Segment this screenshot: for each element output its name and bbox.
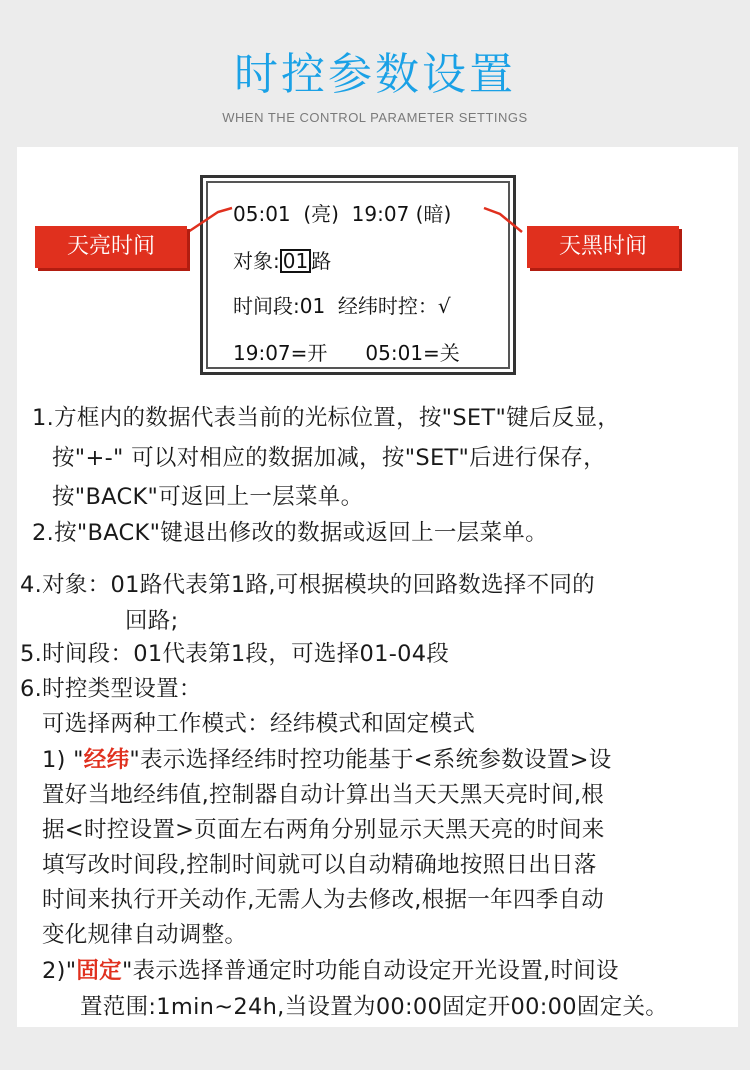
mode-fixed-desc: "表示选择普通定时功能自动设定开光设置,时间设 [121, 958, 619, 984]
mode-latlong-line-3: 据<时控设置>页面左右两角分别显示天黑天亮的时间来 [42, 817, 605, 843]
page-subtitle: WHEN THE CONTROL PARAMETER SETTINGS [222, 110, 528, 125]
note-2: 2.按"BACK"键退出修改的数据或返回上一层菜单。 [32, 520, 548, 546]
mode-fixed-prefix: 2)" [42, 958, 77, 984]
left-callout-line [188, 208, 232, 232]
mode-latlong-keyword: 经纬 [83, 747, 130, 773]
mode-fixed-line-1 [42, 953, 619, 985]
lcd-line-times: 05:01 (亮) 19:07 (暗) [233, 202, 452, 226]
lcd-object-label: 对象: [233, 249, 280, 273]
mode-latlong-line-1 [42, 742, 612, 774]
mode-latlong-desc: "表示选择经纬时控功能基于<系统参数设置>设 [129, 747, 612, 773]
lcd-object-suffix: 路 [311, 249, 332, 273]
mode-latlong-line-5: 时间来执行开关动作,无需人为去修改,根据一年四季自动 [42, 887, 605, 913]
mode-fixed-line-2: 置范围:1min~24h,当设置为00:00固定开00:00固定关。 [80, 994, 669, 1020]
callout-nightfall-time: 天黑时间 [527, 226, 679, 268]
note-1-line-1: 1.方框内的数据代表当前的光标位置，按"SET"键后反显， [32, 405, 621, 431]
lcd-on-time: 19:07=开 [233, 341, 328, 365]
callout-daybreak-time: 天亮时间 [35, 226, 187, 268]
mode-latlong-line-4: 填写改时间段,控制时间就可以自动精确地按照日出日落 [42, 852, 597, 878]
note-4-line-2: 回路; [125, 608, 179, 634]
page-title: 时控参数设置 [234, 49, 516, 100]
lcd-line-period: 时间段:01 经纬时控：√ [233, 294, 451, 318]
mode-latlong-line-6: 变化规律自动调整。 [42, 922, 248, 948]
note-6-modes: 可选择两种工作模式：经纬模式和固定模式 [42, 711, 476, 737]
mode-latlong-line-2: 置好当地经纬值,控制器自动计算出当天天黑天亮时间,根 [42, 782, 605, 808]
lcd-cursor-box: 01 [280, 249, 311, 273]
note-1-line-3: 按"BACK"可返回上一层菜单。 [52, 484, 364, 510]
note-6-title: 6.时控类型设置： [20, 676, 202, 702]
right-callout-line [484, 208, 522, 232]
note-5: 5.时间段：01代表第1段，可选择01-04段 [20, 641, 450, 667]
mode-fixed-keyword: 固定 [76, 958, 122, 984]
note-1-line-2: 按"+-" 可以对相应的数据加减，按"SET"后进行保存， [52, 445, 606, 471]
note-4-line-1: 4.对象：01路代表第1路,可根据模块的回路数选择不同的 [20, 572, 595, 598]
lcd-off-time: 05:01=关 [365, 341, 460, 365]
mode-latlong-prefix: 1) " [42, 747, 84, 773]
